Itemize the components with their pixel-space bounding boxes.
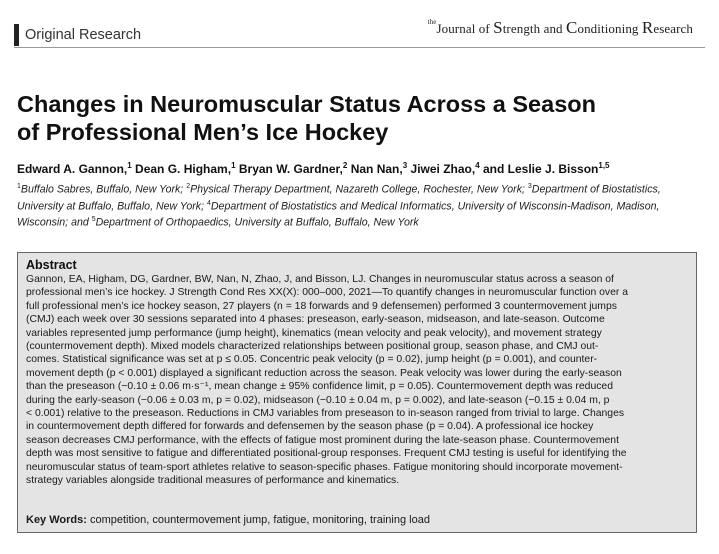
author: Edward A. Gannon, xyxy=(17,162,128,176)
abstract-body xyxy=(26,273,688,488)
author-affil-sup: 1 xyxy=(127,161,132,170)
abstract-line: season decreases CMJ performance, with the effects of fatigue most prominent during the late-season phase. Countermovement xyxy=(26,434,619,446)
title-line-1: Changes in Neuromuscular Status Across a Season xyxy=(17,91,596,117)
abstract-line: neuromuscular status of team-sport athletes relative to season-specific phases. Fatigue monitoring should incorporate movement- xyxy=(26,461,623,473)
journal-initial-c: C xyxy=(566,18,578,37)
affiliations xyxy=(17,180,707,230)
journal-mid1: trength and xyxy=(502,21,567,36)
journal-end: esearch xyxy=(653,21,693,36)
abstract-line: during the early-season (−0.06 ± 0.03 m, p = 0.02), midseason (−0.10 ± 0.04 m, p = 0.002), and late-season (−0.15 ± 0.04 m, p xyxy=(26,394,610,406)
author: Jiwei Zhao, xyxy=(410,162,476,176)
abstract-line: professional men’s ice hockey. J Strength Cond Res XX(X): 000–000, 2021—To quantify changes in neuromuscular function over a xyxy=(26,287,629,299)
journal-mid2: onditioning xyxy=(577,21,642,36)
author: Dean G. Higham, xyxy=(135,162,232,176)
affiliation: Department of Biostatistics, University at Buffalo, Buffalo, New York; xyxy=(17,183,661,213)
author-affil-sup: 1,5 xyxy=(598,161,610,170)
affil-sup: 4 xyxy=(207,199,211,207)
abstract-line: strategy variables alongside traditional measures of performance and kinematics. xyxy=(26,475,400,487)
journal-logo xyxy=(428,18,693,38)
abstract-line: comes. Statistical significance was set at p ≤ 0.05. Concentric peak velocity (p = 0.02), jump height (p = 0.001), and counter- xyxy=(26,354,598,366)
affil-sup: 2 xyxy=(186,183,191,190)
keywords-label: Key Words: xyxy=(26,514,87,526)
abstract-line: variables represented jump performance (jump height), kinematics (mean velocity and peak velocity), and movement strategy xyxy=(26,327,602,339)
abstract-line: full professional men’s ice hockey season, 27 players (n = 18 forwards and 9 defensemen) performed 3 countermovement jumps xyxy=(26,300,617,312)
title-line-2: of Professional Men’s Ice Hockey xyxy=(17,119,389,145)
journal-prefix: Journal of xyxy=(436,21,494,36)
abstract-line: Gannon, EA, Higham, DG, Gardner, BW, Nan, N, Zhao, J, and Bisson, LJ. Changes in neuromuscular status across a season of xyxy=(26,274,614,285)
abstract-line: than the preseason (−0.10 ± 0.06 m·s⁻¹, mean change ± 95% confidence limit, p = 0.05). Countermovement depth was reduced xyxy=(26,381,613,393)
keywords-list: competition, countermovement jump, fatigue, monitoring, training load xyxy=(86,514,430,526)
abstract-line: in countermovement depth differed for forwards and defensemen by the season phase (p = 0.04). A professional ice hockey xyxy=(26,421,594,433)
author: Nan Nan, xyxy=(350,162,403,176)
author-affil-sup: 4 xyxy=(475,161,480,170)
author-affil-sup: 3 xyxy=(402,161,408,170)
author-list xyxy=(17,158,707,177)
affiliation: Buffalo Sabres, Buffalo, New York; xyxy=(20,183,187,196)
article-title xyxy=(17,90,707,146)
abstract-line: (CMJ) each week over 30 sessions separated into 4 phases: preseason, early-season, midseason, and late-season. Outcome xyxy=(26,314,605,326)
journal-initial-r: R xyxy=(641,18,654,37)
affiliation: Physical Therapy Department, Nazareth College, Rochester, New York; xyxy=(190,183,528,196)
affiliation: Department of Biostatistics and Medical Informatics, University of Wisconsin-Madison, Madison, Wisconsin; and xyxy=(17,200,660,229)
affil-sup: 3 xyxy=(527,183,532,190)
journal-initial-s: S xyxy=(493,18,503,37)
affil-sup: 5 xyxy=(91,216,96,224)
header-rule xyxy=(14,47,705,48)
section-label: Original Research xyxy=(14,24,141,46)
affiliation: Department of Orthopaedics, University at Buffalo, Buffalo, New York xyxy=(95,216,419,229)
abstract-line: < 0.001) relative to the preseason. Reductions in CMJ variables from preseason to in-season ranged from trivial to large. Changes xyxy=(26,408,625,420)
keywords xyxy=(26,513,430,527)
author: Bryan W. Gardner, xyxy=(238,162,343,176)
abstract-box xyxy=(17,252,697,533)
abstract-heading: Abstract xyxy=(26,258,77,272)
author-affil-sup: 1 xyxy=(231,161,236,170)
abstract-line: movement depth (p < 0.001) displayed a significant reduction across the season. Peak velocity was lower during the early-season xyxy=(26,367,622,379)
journal-the: the xyxy=(427,18,437,26)
author: and Leslie J. Bisson xyxy=(483,162,599,176)
affil-sup: 1 xyxy=(17,183,21,190)
abstract-line: (countermovement depth). Mixed models characterized relationships between positional group, season phase, and CMJ out- xyxy=(26,341,599,353)
abstract-line: depth was most sensitive to fatigue and differentiated positional-group responses. Frequent CMJ testing is useful for identifying the xyxy=(26,448,627,460)
author-affil-sup: 2 xyxy=(342,161,348,170)
